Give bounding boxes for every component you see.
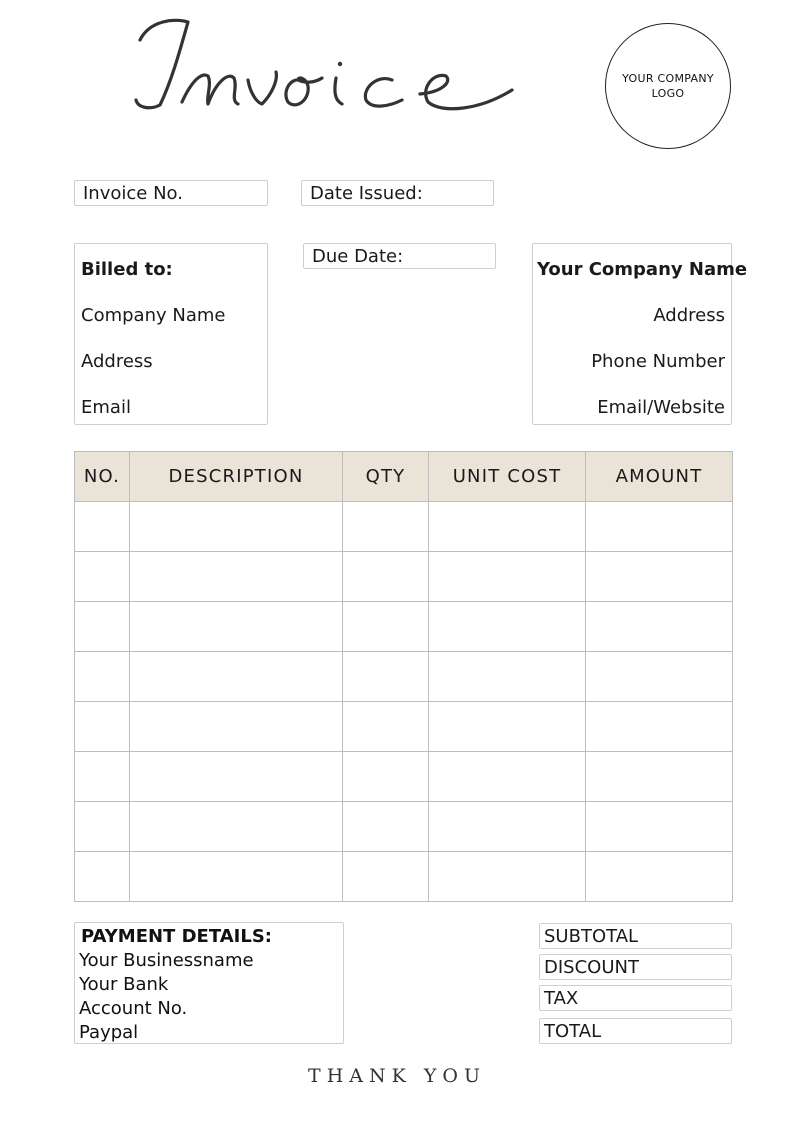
company-logo-placeholder xyxy=(605,23,731,149)
cell-no[interactable] xyxy=(75,552,130,602)
payment-bank: Your Bank xyxy=(79,974,169,995)
billed-to-box[interactable] xyxy=(74,243,268,425)
cell-description[interactable] xyxy=(130,702,343,752)
total-label: TOTAL xyxy=(544,1021,602,1042)
cell-description[interactable] xyxy=(130,502,343,552)
cell-unit-cost[interactable] xyxy=(429,752,586,802)
cell-no[interactable] xyxy=(75,852,130,902)
cell-no[interactable] xyxy=(75,652,130,702)
cell-qty[interactable] xyxy=(343,702,429,752)
invoice-title-script xyxy=(130,10,530,120)
tax-field[interactable] xyxy=(539,985,732,1011)
cell-no[interactable] xyxy=(75,752,130,802)
payment-account-no: Account No. xyxy=(79,998,188,1019)
items-table xyxy=(74,451,733,902)
table-row xyxy=(75,602,733,652)
cell-qty[interactable] xyxy=(343,852,429,902)
cell-qty[interactable] xyxy=(343,652,429,702)
cell-qty[interactable] xyxy=(343,502,429,552)
subtotal-label: SUBTOTAL xyxy=(544,926,639,947)
column-header-description: DESCRIPTION xyxy=(130,452,343,502)
table-row xyxy=(75,502,733,552)
table-row xyxy=(75,552,733,602)
cell-description[interactable] xyxy=(130,752,343,802)
cell-no[interactable] xyxy=(75,702,130,752)
discount-label: DISCOUNT xyxy=(544,957,639,978)
cell-unit-cost[interactable] xyxy=(429,552,586,602)
cell-no[interactable] xyxy=(75,602,130,652)
column-header-amount: AMOUNT xyxy=(586,452,733,502)
cell-unit-cost[interactable] xyxy=(429,602,586,652)
payment-business-name: Your Businessname xyxy=(79,950,254,971)
cell-qty[interactable] xyxy=(343,802,429,852)
your-company-box[interactable] xyxy=(532,243,748,425)
cell-qty[interactable] xyxy=(343,552,429,602)
due-date-label: Due Date: xyxy=(312,246,404,267)
cell-unit-cost[interactable] xyxy=(429,702,586,752)
cell-description[interactable] xyxy=(130,802,343,852)
cell-qty[interactable] xyxy=(343,602,429,652)
payment-details-box[interactable] xyxy=(74,922,344,1044)
thank-you-text: THANK YOU xyxy=(308,1065,486,1087)
total-field[interactable] xyxy=(539,1018,732,1044)
cell-no[interactable] xyxy=(75,802,130,852)
your-company-address: Address xyxy=(653,305,725,326)
table-row xyxy=(75,752,733,802)
cell-amount[interactable] xyxy=(586,602,733,652)
billed-to-company: Company Name xyxy=(81,305,226,326)
table-row xyxy=(75,702,733,752)
cell-description[interactable] xyxy=(130,552,343,602)
subtotal-field[interactable] xyxy=(539,923,732,949)
date-issued-label: Date Issued: xyxy=(310,183,423,204)
tax-label: TAX xyxy=(544,988,579,1009)
due-date-field[interactable] xyxy=(303,243,496,269)
date-issued-field[interactable] xyxy=(301,180,494,206)
cell-amount[interactable] xyxy=(586,552,733,602)
cell-unit-cost[interactable] xyxy=(429,802,586,852)
cell-unit-cost[interactable] xyxy=(429,502,586,552)
logo-text: YOUR COMPANY LOGO xyxy=(622,72,714,100)
billed-to-heading: Billed to: xyxy=(81,259,173,280)
cell-amount[interactable] xyxy=(586,652,733,702)
your-company-name: Your Company Name xyxy=(537,259,748,280)
your-company-phone: Phone Number xyxy=(591,351,725,372)
cell-qty[interactable] xyxy=(343,752,429,802)
table-row xyxy=(75,652,733,702)
column-header-qty: QTY xyxy=(343,452,429,502)
cell-amount[interactable] xyxy=(586,502,733,552)
cell-description[interactable] xyxy=(130,852,343,902)
billed-to-address: Address xyxy=(81,351,153,372)
cell-description[interactable] xyxy=(130,602,343,652)
column-header-unit-cost: UNIT COST xyxy=(429,452,586,502)
table-header-row xyxy=(75,452,733,502)
cell-amount[interactable] xyxy=(586,852,733,902)
cell-unit-cost[interactable] xyxy=(429,652,586,702)
invoice-number-field[interactable] xyxy=(74,180,268,206)
table-row xyxy=(75,852,733,902)
cell-description[interactable] xyxy=(130,652,343,702)
discount-field[interactable] xyxy=(539,954,732,980)
column-header-no: NO. xyxy=(75,452,130,502)
payment-paypal: Paypal xyxy=(79,1022,139,1043)
cell-amount[interactable] xyxy=(586,752,733,802)
cell-unit-cost[interactable] xyxy=(429,852,586,902)
table-row xyxy=(75,802,733,852)
your-company-email: Email/Website xyxy=(597,397,725,418)
cell-amount[interactable] xyxy=(586,802,733,852)
invoice-number-label: Invoice No. xyxy=(83,183,183,204)
cell-amount[interactable] xyxy=(586,702,733,752)
payment-heading: PAYMENT DETAILS: xyxy=(81,926,272,947)
billed-to-email: Email xyxy=(81,397,131,418)
cell-no[interactable] xyxy=(75,502,130,552)
